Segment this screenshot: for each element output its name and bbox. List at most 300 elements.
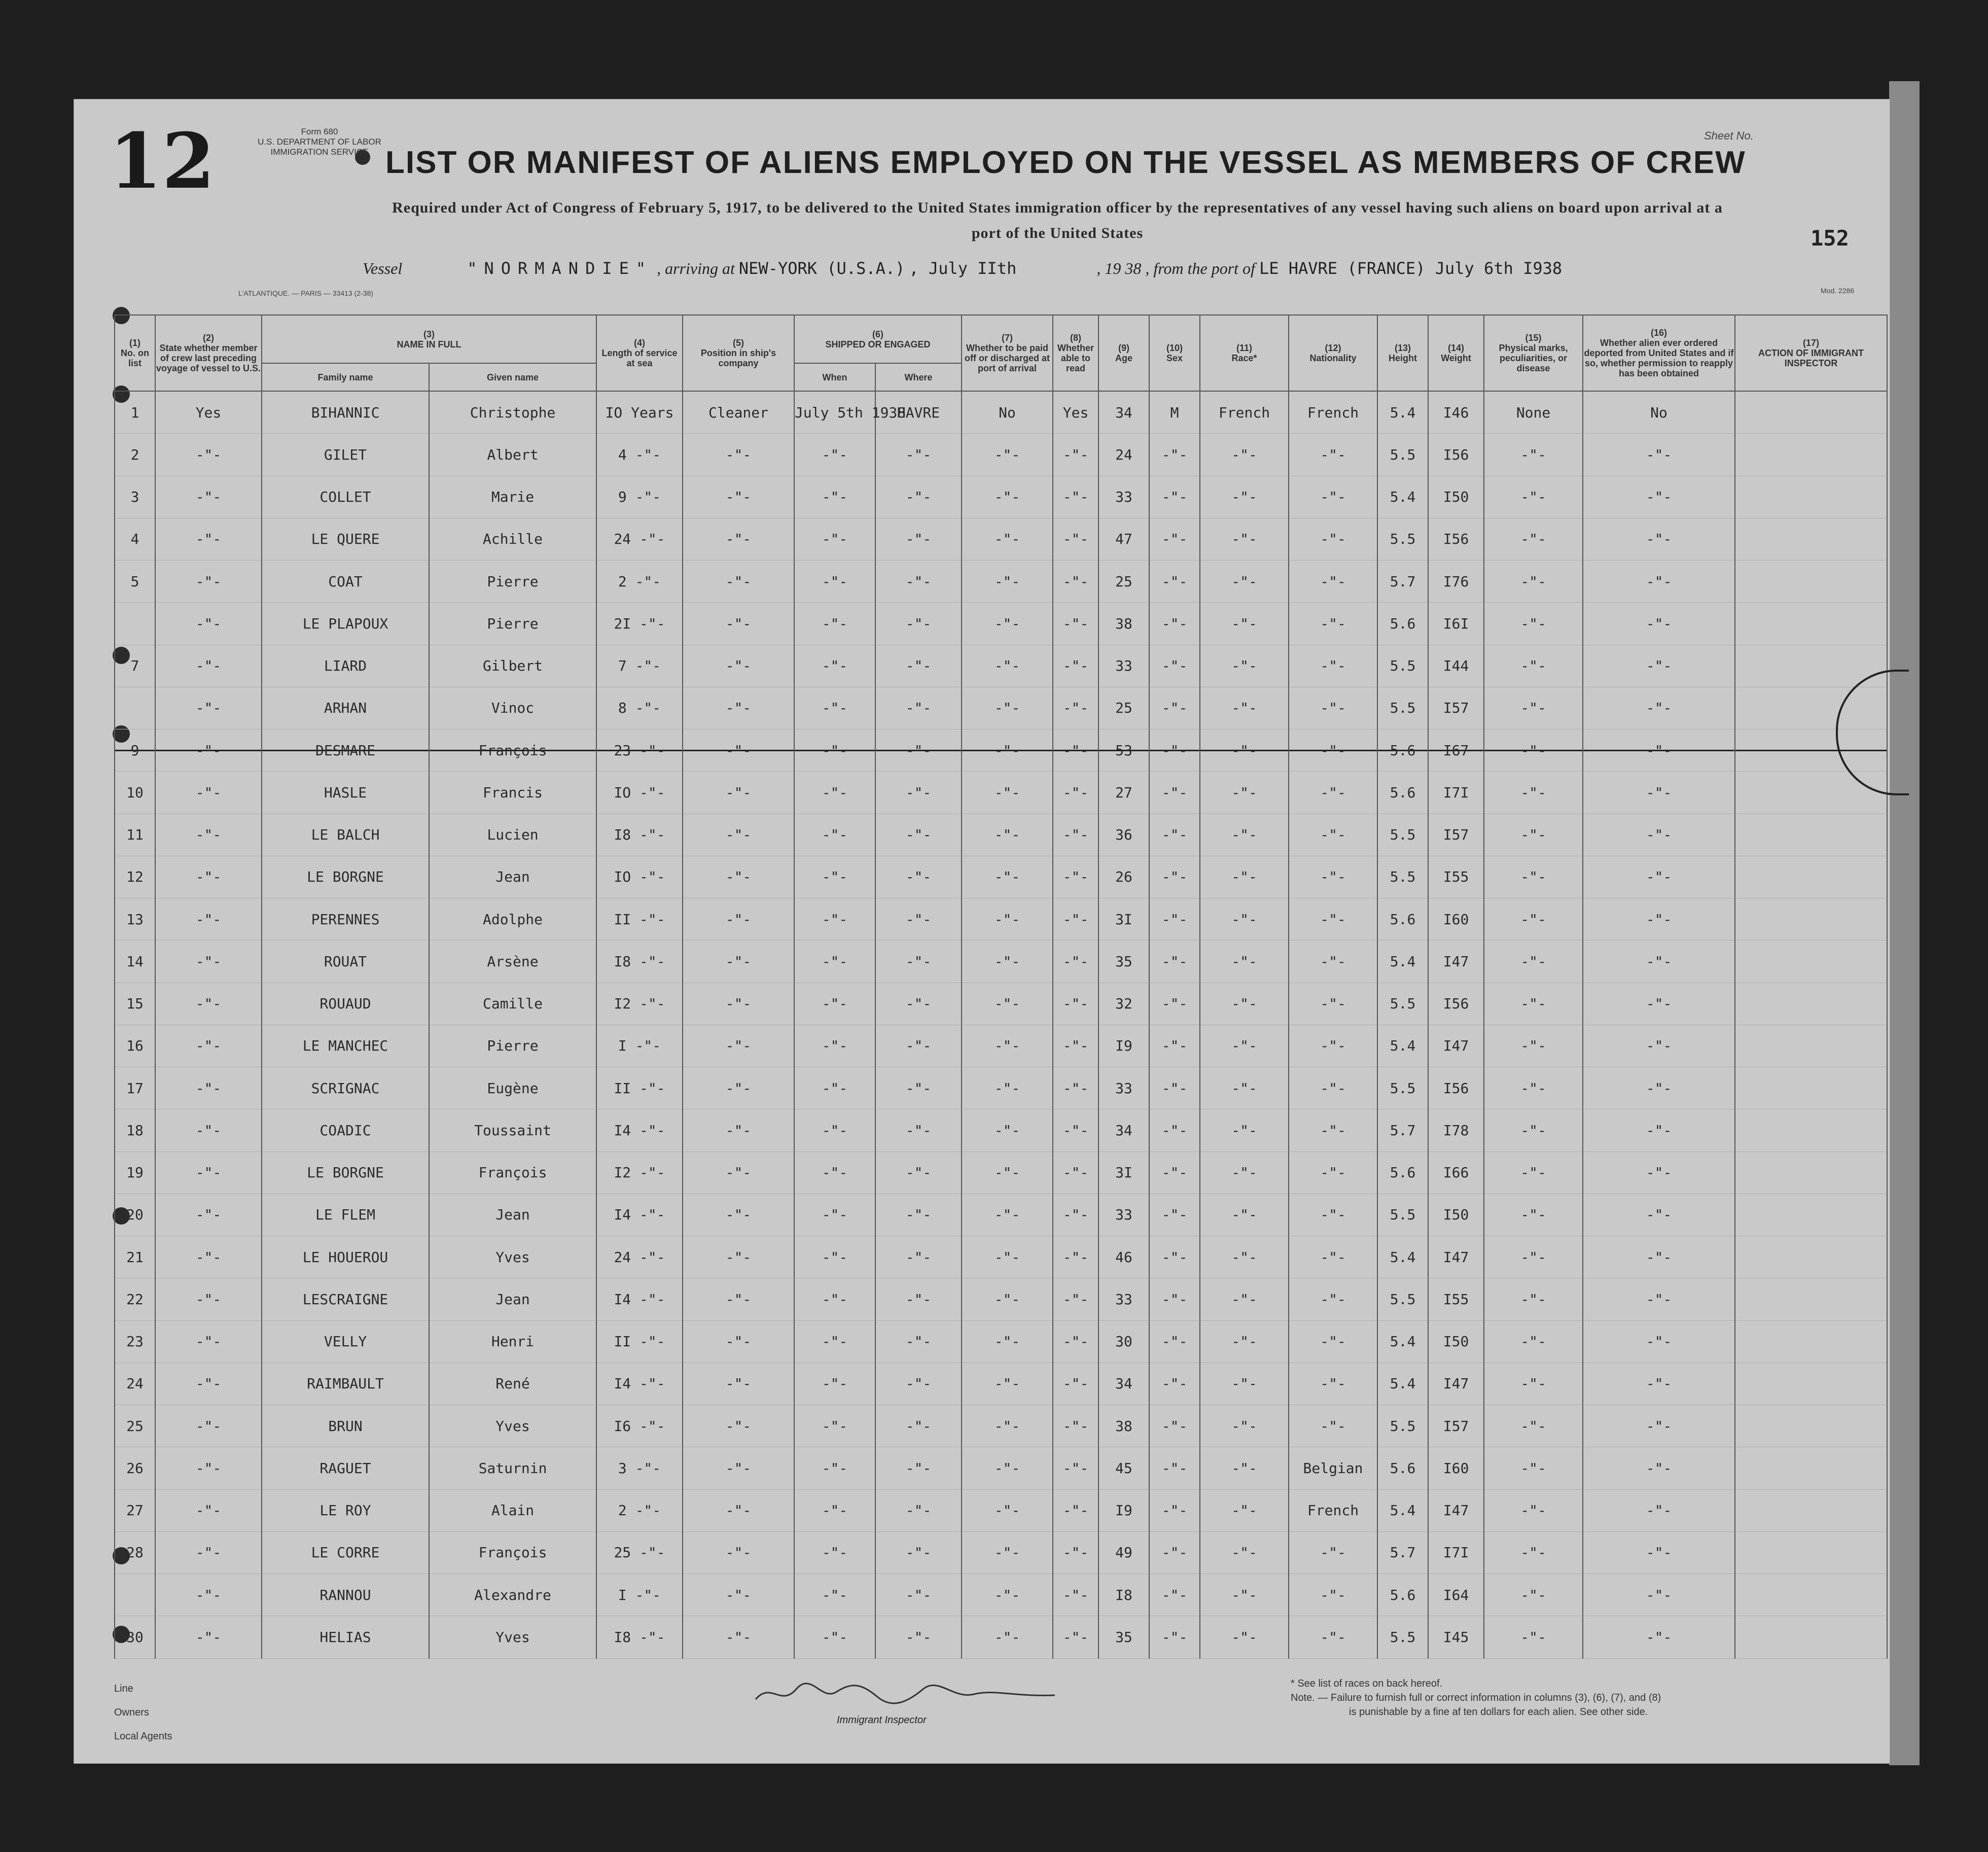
cell-deported: -"- — [1583, 645, 1735, 687]
cell-row-number: 25 — [115, 1405, 155, 1447]
cell-race: -"- — [1200, 518, 1289, 560]
table-row — [115, 1489, 1887, 1531]
cell-sex: -"- — [1149, 1489, 1200, 1531]
col-header-previous-voyage: (2) State whether member of crew last preceding voyage of vessel to U.S. — [155, 315, 262, 391]
cell-inspector-action — [1735, 1025, 1887, 1067]
footer-owners-label: Owners — [114, 1707, 149, 1718]
cell-paid-off: -"- — [962, 1025, 1053, 1067]
cell-sex: -"- — [1149, 1616, 1200, 1659]
cell-deported: -"- — [1583, 1025, 1735, 1067]
cell-shipped-when: -"- — [794, 1151, 875, 1194]
cell-weight: I56 — [1428, 434, 1484, 476]
cell-sex: -"- — [1149, 476, 1200, 518]
cell-sex: -"- — [1149, 518, 1200, 560]
cell-service-length: I -"- — [596, 1025, 683, 1067]
cell-able-to-read: -"- — [1053, 1278, 1098, 1320]
footer-note — [1291, 1676, 1661, 1719]
corner-number: 12 — [109, 117, 215, 206]
cell-deported: -"- — [1583, 603, 1735, 645]
cell-able-to-read: -"- — [1053, 1489, 1098, 1531]
cell-family-name: LE BORGNE — [262, 1151, 429, 1194]
cell-sex: -"- — [1149, 1447, 1200, 1489]
table-row — [115, 1447, 1887, 1489]
cell-height: 5.4 — [1377, 1489, 1428, 1531]
cell-given-name: René — [429, 1362, 596, 1405]
cell-nationality: -"- — [1289, 1278, 1377, 1320]
cell-deported: -"- — [1583, 518, 1735, 560]
cell-weight: I47 — [1428, 1236, 1484, 1278]
cell-weight: I47 — [1428, 1362, 1484, 1405]
sheet-label: Sheet No. — [1704, 129, 1754, 142]
cell-age: 36 — [1098, 814, 1149, 856]
cell-paid-off: -"- — [962, 1067, 1053, 1109]
cell-inspector-action — [1735, 898, 1887, 940]
cell-weight: I44 — [1428, 645, 1484, 687]
cell-deported: -"- — [1583, 1616, 1735, 1659]
cell-inspector-action — [1735, 983, 1887, 1025]
note-label: Note. — — [1291, 1692, 1328, 1703]
cell-family-name: LE FLEM — [262, 1194, 429, 1236]
cell-age: 32 — [1098, 983, 1149, 1025]
cell-shipped-when: -"- — [794, 561, 875, 603]
cell-row-number: 14 — [115, 940, 155, 983]
cell-weight: I55 — [1428, 1278, 1484, 1320]
cell-shipped-when: -"- — [794, 729, 875, 772]
cell-race: -"- — [1200, 1320, 1289, 1362]
cell-race: -"- — [1200, 561, 1289, 603]
cell-family-name: DESMARE — [262, 729, 429, 772]
cell-age: 3I — [1098, 1151, 1149, 1194]
year-label: , 19 38 — [1096, 259, 1142, 277]
cell-paid-off: -"- — [962, 772, 1053, 814]
cell-position: -"- — [683, 1362, 794, 1405]
cell-service-length: I8 -"- — [596, 814, 683, 856]
cell-nationality: -"- — [1289, 983, 1377, 1025]
cell-deported: -"- — [1583, 729, 1735, 772]
cell-able-to-read: -"- — [1053, 1362, 1098, 1405]
col-header-shipped: (6) SHIPPED OR ENGAGED — [794, 315, 962, 363]
service: IMMIGRATION SERVICE — [270, 147, 369, 157]
cell-family-name: COAT — [262, 561, 429, 603]
cell-previous-voyage: -"- — [155, 1616, 262, 1659]
cell-paid-off: -"- — [962, 940, 1053, 983]
cell-height: 5.4 — [1377, 391, 1428, 434]
cell-service-length: I4 -"- — [596, 1194, 683, 1236]
cell-shipped-where: -"- — [875, 1405, 962, 1447]
cell-row-number: 23 — [115, 1320, 155, 1362]
cell-service-length: 24 -"- — [596, 1236, 683, 1278]
cell-deported: -"- — [1583, 940, 1735, 983]
cell-paid-off: -"- — [962, 814, 1053, 856]
cell-given-name: Camille — [429, 983, 596, 1025]
footer-agents-label: Local Agents — [114, 1731, 172, 1742]
cell-position: -"- — [683, 1489, 794, 1531]
cell-height: 5.5 — [1377, 1616, 1428, 1659]
cell-age: 35 — [1098, 940, 1149, 983]
cell-row-number — [115, 603, 155, 645]
cell-race: -"- — [1200, 814, 1289, 856]
cell-previous-voyage: -"- — [155, 1531, 262, 1574]
cell-weight: I56 — [1428, 1067, 1484, 1109]
cell-shipped-where: -"- — [875, 1236, 962, 1278]
cell-position: -"- — [683, 1151, 794, 1194]
cell-family-name: LE QUERE — [262, 518, 429, 560]
cell-row-number: 22 — [115, 1278, 155, 1320]
table-row — [115, 645, 1887, 687]
table-row — [115, 434, 1887, 476]
cell-position: -"- — [683, 476, 794, 518]
cell-previous-voyage: -"- — [155, 1574, 262, 1616]
cell-able-to-read: -"- — [1053, 434, 1098, 476]
cell-family-name: LE BORGNE — [262, 856, 429, 898]
cell-family-name: RANNOU — [262, 1574, 429, 1616]
cell-family-name: GILET — [262, 434, 429, 476]
book-spine — [1889, 81, 1920, 1765]
cell-shipped-when: -"- — [794, 687, 875, 729]
cell-physical-marks: -"- — [1484, 1320, 1583, 1362]
cell-service-length: I6 -"- — [596, 1405, 683, 1447]
cell-age: 34 — [1098, 1109, 1149, 1151]
cell-nationality: -"- — [1289, 772, 1377, 814]
cell-family-name: HELIAS — [262, 1616, 429, 1659]
cell-row-number: 3 — [115, 476, 155, 518]
arriving-port: NEW-YORK (U.S.A.) — [738, 259, 905, 278]
cell-given-name: Pierre — [429, 1025, 596, 1067]
cell-previous-voyage: -"- — [155, 856, 262, 898]
cell-shipped-when: -"- — [794, 1574, 875, 1616]
cell-physical-marks: -"- — [1484, 1151, 1583, 1194]
subtitle-line-1: Required under Act of Congress of February 5, 1917, to be delivered to the United States immigration officer by the representatives of any vessel having such aliens on board upon arrival at a — [392, 199, 1723, 216]
cell-nationality: -"- — [1289, 1025, 1377, 1067]
cell-inspector-action — [1735, 476, 1887, 518]
cell-family-name: LESCRAIGNE — [262, 1278, 429, 1320]
cell-row-number: 19 — [115, 1151, 155, 1194]
cell-race: -"- — [1200, 940, 1289, 983]
cell-shipped-when: -"- — [794, 1405, 875, 1447]
cell-paid-off: No — [962, 391, 1053, 434]
cell-physical-marks: -"- — [1484, 1067, 1583, 1109]
table-row — [115, 940, 1887, 983]
cell-shipped-when: -"- — [794, 476, 875, 518]
cell-able-to-read: -"- — [1053, 814, 1098, 856]
cell-service-length: I8 -"- — [596, 1616, 683, 1659]
cell-shipped-when: -"- — [794, 898, 875, 940]
cell-physical-marks: -"- — [1484, 940, 1583, 983]
manifest-rows — [115, 391, 1887, 1659]
cell-shipped-when: -"- — [794, 1025, 875, 1067]
cell-nationality: -"- — [1289, 1194, 1377, 1236]
cell-height: 5.4 — [1377, 940, 1428, 983]
cell-weight: I47 — [1428, 1025, 1484, 1067]
cell-given-name: Yves — [429, 1405, 596, 1447]
cell-service-length: 2I -"- — [596, 603, 683, 645]
table-row — [115, 729, 1887, 772]
cell-physical-marks: -"- — [1484, 561, 1583, 603]
cell-able-to-read: -"- — [1053, 772, 1098, 814]
table-row — [115, 391, 1887, 434]
cell-nationality: -"- — [1289, 1531, 1377, 1574]
cell-paid-off: -"- — [962, 856, 1053, 898]
cell-sex: -"- — [1149, 1194, 1200, 1236]
cell-age: 38 — [1098, 1405, 1149, 1447]
cell-position: Cleaner — [683, 391, 794, 434]
cell-deported: -"- — [1583, 898, 1735, 940]
cell-given-name: Alain — [429, 1489, 596, 1531]
cell-given-name: Arsène — [429, 940, 596, 983]
note-races: * See list of races on back hereof. — [1291, 1678, 1443, 1689]
cell-deported: -"- — [1583, 856, 1735, 898]
cell-height: 5.5 — [1377, 1194, 1428, 1236]
cell-paid-off: -"- — [962, 603, 1053, 645]
cell-weight: I7I — [1428, 1531, 1484, 1574]
cell-inspector-action — [1735, 391, 1887, 434]
cell-paid-off: -"- — [962, 1362, 1053, 1405]
cell-sex: -"- — [1149, 856, 1200, 898]
cell-row-number: 2 — [115, 434, 155, 476]
cell-paid-off: -"- — [962, 1616, 1053, 1659]
cell-inspector-action — [1735, 1109, 1887, 1151]
cell-inspector-action — [1735, 1194, 1887, 1236]
cell-previous-voyage: -"- — [155, 1405, 262, 1447]
cell-able-to-read: -"- — [1053, 603, 1098, 645]
cell-nationality: -"- — [1289, 518, 1377, 560]
cell-inspector-action — [1735, 1278, 1887, 1320]
cell-given-name: Achille — [429, 518, 596, 560]
cell-family-name: LE CORRE — [262, 1531, 429, 1574]
cell-race: -"- — [1200, 434, 1289, 476]
cell-race: -"- — [1200, 856, 1289, 898]
cell-weight: I64 — [1428, 1574, 1484, 1616]
cell-service-length: 24 -"- — [596, 518, 683, 560]
cell-age: 45 — [1098, 1447, 1149, 1489]
cell-race: -"- — [1200, 1447, 1289, 1489]
cell-shipped-where: -"- — [875, 1616, 962, 1659]
cell-sex: -"- — [1149, 1320, 1200, 1362]
cell-inspector-action — [1735, 561, 1887, 603]
cell-position: -"- — [683, 983, 794, 1025]
cell-previous-voyage: -"- — [155, 1067, 262, 1109]
cell-position: -"- — [683, 645, 794, 687]
cell-shipped-where: -"- — [875, 1489, 962, 1531]
cell-given-name: Albert — [429, 434, 596, 476]
subtitle — [238, 195, 1876, 246]
cell-family-name: VELLY — [262, 1320, 429, 1362]
cell-nationality: -"- — [1289, 1405, 1377, 1447]
cell-age: I9 — [1098, 1025, 1149, 1067]
col-header-deported: (16) Whether alien ever ordered deported from United States and if so, whether permission to reapply has been obtained — [1583, 315, 1735, 391]
cell-position: -"- — [683, 729, 794, 772]
cell-race: -"- — [1200, 772, 1289, 814]
cell-height: 5.7 — [1377, 1109, 1428, 1151]
cell-able-to-read: -"- — [1053, 561, 1098, 603]
cell-height: 5.5 — [1377, 687, 1428, 729]
cell-race: -"- — [1200, 645, 1289, 687]
cell-race: -"- — [1200, 1194, 1289, 1236]
cell-row-number: 1 — [115, 391, 155, 434]
vessel-name: "NORMANDIE" — [467, 259, 653, 278]
cell-shipped-where: -"- — [875, 1109, 962, 1151]
cell-shipped-where: -"- — [875, 856, 962, 898]
cell-row-number: 24 — [115, 1362, 155, 1405]
cell-service-length: 23 -"- — [596, 729, 683, 772]
cell-row-number: 27 — [115, 1489, 155, 1531]
cell-shipped-where: -"- — [875, 434, 962, 476]
cell-family-name: LIARD — [262, 645, 429, 687]
col-header-race: (11) Race* — [1200, 315, 1289, 391]
cell-physical-marks: -"- — [1484, 1236, 1583, 1278]
cell-able-to-read: -"- — [1053, 687, 1098, 729]
cell-previous-voyage: -"- — [155, 645, 262, 687]
cell-able-to-read: -"- — [1053, 1151, 1098, 1194]
cell-family-name: BRUN — [262, 1405, 429, 1447]
cell-service-length: 7 -"- — [596, 645, 683, 687]
cell-shipped-where: -"- — [875, 1025, 962, 1067]
cell-physical-marks: -"- — [1484, 1616, 1583, 1659]
cell-shipped-when: -"- — [794, 518, 875, 560]
cell-previous-voyage: -"- — [155, 1489, 262, 1531]
cell-weight: I47 — [1428, 1489, 1484, 1531]
arriving-label: , arriving at — [657, 259, 735, 277]
cell-weight: I67 — [1428, 729, 1484, 772]
cell-service-length: I4 -"- — [596, 1362, 683, 1405]
cell-nationality: -"- — [1289, 434, 1377, 476]
cell-nationality: -"- — [1289, 687, 1377, 729]
col-header-name: (3) NAME IN FULL — [262, 315, 596, 363]
cell-service-length: IO Years — [596, 391, 683, 434]
cell-able-to-read: -"- — [1053, 1025, 1098, 1067]
cell-shipped-where: -"- — [875, 1574, 962, 1616]
cell-physical-marks: -"- — [1484, 1194, 1583, 1236]
cell-nationality: -"- — [1289, 1616, 1377, 1659]
col-header-read: (8) Whether able to read — [1053, 315, 1098, 391]
cell-inspector-action — [1735, 1236, 1887, 1278]
cell-sex: -"- — [1149, 687, 1200, 729]
cell-height: 5.5 — [1377, 856, 1428, 898]
cell-previous-voyage: -"- — [155, 983, 262, 1025]
cell-service-length: I8 -"- — [596, 940, 683, 983]
cell-sex: -"- — [1149, 561, 1200, 603]
cell-position: -"- — [683, 1616, 794, 1659]
cell-deported: -"- — [1583, 1405, 1735, 1447]
cell-race: -"- — [1200, 687, 1289, 729]
cell-inspector-action — [1735, 603, 1887, 645]
table-row — [115, 1025, 1887, 1067]
cell-height: 5.6 — [1377, 1574, 1428, 1616]
cell-previous-voyage: -"- — [155, 729, 262, 772]
cell-paid-off: -"- — [962, 476, 1053, 518]
cell-deported: -"- — [1583, 1531, 1735, 1574]
cell-race: -"- — [1200, 476, 1289, 518]
cell-row-number: 21 — [115, 1236, 155, 1278]
cell-nationality: -"- — [1289, 645, 1377, 687]
cell-given-name: Henri — [429, 1320, 596, 1362]
cell-given-name: Adolphe — [429, 898, 596, 940]
cell-sex: -"- — [1149, 1025, 1200, 1067]
cell-given-name: Jean — [429, 1194, 596, 1236]
cell-weight: I57 — [1428, 1405, 1484, 1447]
table-row — [115, 898, 1887, 940]
cell-able-to-read: -"- — [1053, 1531, 1098, 1574]
note-text-1: Failure to furnish full or correct information in columns (3), (6), (7), and (8) — [1330, 1692, 1661, 1703]
cell-given-name: Lucien — [429, 814, 596, 856]
cell-age: 27 — [1098, 772, 1149, 814]
cell-race: -"- — [1200, 1531, 1289, 1574]
cell-sex: -"- — [1149, 603, 1200, 645]
cell-nationality: -"- — [1289, 729, 1377, 772]
cell-physical-marks: -"- — [1484, 729, 1583, 772]
cell-weight: I45 — [1428, 1616, 1484, 1659]
cell-position: -"- — [683, 1278, 794, 1320]
cell-able-to-read: -"- — [1053, 1236, 1098, 1278]
cell-previous-voyage: -"- — [155, 1194, 262, 1236]
cell-inspector-action — [1735, 434, 1887, 476]
cell-age: 33 — [1098, 1278, 1149, 1320]
cell-given-name: François — [429, 1531, 596, 1574]
table-row — [115, 1194, 1887, 1236]
cell-given-name: Pierre — [429, 561, 596, 603]
cell-shipped-where: -"- — [875, 561, 962, 603]
cell-weight: I6I — [1428, 603, 1484, 645]
cell-service-length: I4 -"- — [596, 1278, 683, 1320]
cell-nationality: -"- — [1289, 898, 1377, 940]
cell-deported: -"- — [1583, 1067, 1735, 1109]
cell-height: 5.5 — [1377, 1405, 1428, 1447]
cell-nationality: -"- — [1289, 814, 1377, 856]
cell-height: 5.6 — [1377, 1151, 1428, 1194]
cell-deported: -"- — [1583, 476, 1735, 518]
cell-weight: I76 — [1428, 561, 1484, 603]
cell-physical-marks: -"- — [1484, 1278, 1583, 1320]
cell-physical-marks: -"- — [1484, 1362, 1583, 1405]
cell-race: -"- — [1200, 1025, 1289, 1067]
cell-deported: -"- — [1583, 1489, 1735, 1531]
cell-position: -"- — [683, 814, 794, 856]
table-row — [115, 814, 1887, 856]
cell-weight: I50 — [1428, 476, 1484, 518]
vessel-label: Vessel — [363, 259, 403, 277]
from-port: LE HAVRE (FRANCE) July 6th I938 — [1259, 259, 1563, 278]
cell-able-to-read: -"- — [1053, 1320, 1098, 1362]
cell-physical-marks: -"- — [1484, 645, 1583, 687]
cell-given-name: Marie — [429, 476, 596, 518]
cell-age: 46 — [1098, 1236, 1149, 1278]
cell-shipped-where: -"- — [875, 603, 962, 645]
cell-height: 5.6 — [1377, 729, 1428, 772]
table-row — [115, 603, 1887, 645]
cell-sex: -"- — [1149, 940, 1200, 983]
cell-shipped-when: -"- — [794, 940, 875, 983]
cell-shipped-where: -"- — [875, 645, 962, 687]
cell-deported: -"- — [1583, 1574, 1735, 1616]
cell-family-name: LE PLAPOUX — [262, 603, 429, 645]
cell-service-length: I2 -"- — [596, 983, 683, 1025]
cell-row-number: 18 — [115, 1109, 155, 1151]
cell-weight: I60 — [1428, 898, 1484, 940]
cell-service-length: 8 -"- — [596, 687, 683, 729]
cell-shipped-where: -"- — [875, 1531, 962, 1574]
cell-shipped-where: -"- — [875, 1151, 962, 1194]
cell-weight: I56 — [1428, 983, 1484, 1025]
cell-nationality: Belgian — [1289, 1447, 1377, 1489]
cell-paid-off: -"- — [962, 1405, 1053, 1447]
cell-previous-voyage: -"- — [155, 1151, 262, 1194]
cell-physical-marks: -"- — [1484, 814, 1583, 856]
cell-previous-voyage: -"- — [155, 814, 262, 856]
cell-height: 5.5 — [1377, 814, 1428, 856]
cell-family-name: ROUAUD — [262, 983, 429, 1025]
cell-deported: -"- — [1583, 1278, 1735, 1320]
cell-nationality: French — [1289, 1489, 1377, 1531]
